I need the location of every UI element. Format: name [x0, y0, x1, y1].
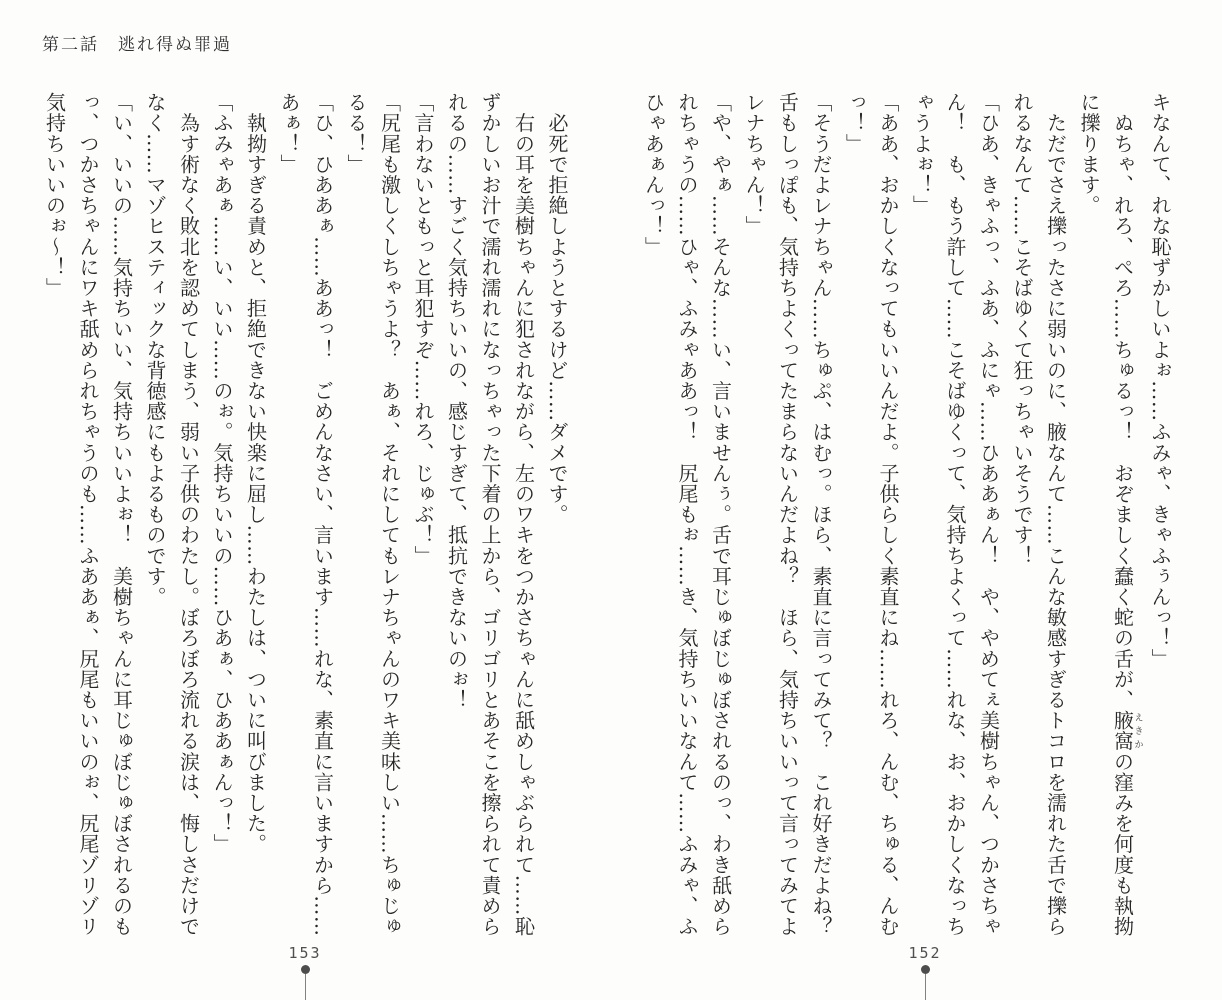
paragraph: 「尻尾も激しくしちゃうよ？ あぁ、それにしてもレナちゃんのワキ美味しい……ちゅじゅるる！」: [344, 92, 402, 937]
paragraph: 必死で拒絶しようとするけど……ダメです。: [545, 92, 569, 525]
paragraph: 右の耳を美樹ちゃんに犯されながら、左のワキをつかさちゃんに舐めしゃぶられて……恥ずかしいお汁で濡れ濡れになっちゃった下着の上から、ゴリゴリとあそこを擦られて責められるの……すごく気持ちいいの、感じすぎて、抵抗できないのぉ！: [444, 92, 536, 937]
paragraph: ただでさえ擽ったさに弱いのに、腋なんて……こんな敏感すぎるトコロを濡れた舌で擽られるなんて……こそばゆくて狂っちゃいそうです！: [1010, 92, 1068, 937]
paragraph-text: ぬちゃ、れろ、ぺろ……ちゅるっ！ おぞましく蠢く蛇の舌が、: [1110, 92, 1135, 710]
page-marker-right: [885, 944, 965, 1000]
page-marker-left: [265, 944, 345, 1000]
chapter-running-head: 第二話 逃れ得ぬ罪過: [42, 35, 232, 55]
page-marker-dot: [921, 965, 930, 974]
page-number: 153: [288, 944, 322, 962]
paragraph: 「い、いいの……気持ちいい、気持ちいいよぉ！ 美樹ちゃんに耳じゅぼじゅぼされるのもっ、つかさちゃんにワキ舐められちゃうのも……ふああぁ、尻尾もいいのぉ、尻尾ゾリゾリ気持ちいいのぉ～！」: [42, 92, 134, 937]
paragraph: 「ふみゃあぁ……い、いい……のぉ。気持ちいいの……ひあぁ、ひああぁんっ！」: [210, 92, 234, 855]
ruby-reading: えきか: [1132, 710, 1143, 752]
paragraph: 執拗すぎる責めと、拒絶できない快楽に屈し……わたしは、ついに叫びました。: [243, 92, 268, 855]
paragraph: 「や、やぁ……そんな……い、言いませんぅ。舌で耳じゅぼじゅぼされるのっ、わき舐められちゃうの……ひゃ、ふみゃああっ！ 尻尾もぉ……き、気持ちいいなんて……ふみゃ、ふひゃあぁんっ！」: [641, 92, 733, 937]
paragraph: 「ひ、ひああぁ……ああっ！ ごめんなさい、言います……れな、素直に言いますから……あぁ！」: [277, 92, 335, 937]
paragraph: キなんて、れな恥ずかしいよぉ……ふみゃ、きゃふぅんっ！」: [1148, 92, 1172, 669]
paragraph-text: の窪みを何度も執拗に擽ります。: [1077, 92, 1135, 937]
page-marker-line: [305, 974, 306, 1000]
paragraph: 「そうだよレナちゃん……ちゅぷ、はむっ。ほら、素直に言ってみて？ これ好きだよね？ 舌もしっぽも、気持ちよくってたまらないんだよね？ ほら、気持ちいいって言ってみてよレナちゃん！」: [742, 92, 833, 958]
page-marker-line: [925, 974, 926, 1000]
page-number: 152: [908, 944, 942, 962]
book-page-153: [33, 92, 573, 950]
page-marker-dot: [301, 965, 310, 974]
ruby-annotation: [1110, 710, 1143, 752]
paragraph: 「言わないともっと耳犯すぞ……れろ、じゅぶ！」: [411, 92, 435, 566]
ruby-base: 腋窩: [1110, 710, 1135, 752]
paragraph: 「ああ、おかしくなってもいいんだよ。子供らしく素直にね……れろ、んむ、ちゅる、んむっ！」: [842, 92, 900, 937]
paragraph: 「ひあ、きゃふっ、ふあ、ふにゃ……ひああぁん！ や、やめてぇ美樹ちゃん、つかさちゃん！ も、もう許して……こそばゆくって、気持ちよくって……れな、お、おかしくなっちゃうよぉ！」: [909, 92, 1001, 937]
paragraph: [1072, 92, 1143, 950]
paragraph: 為す術なく敗北を認めてしまう、弱い子供のわたし。ぼろぼろ流れる涙は、悔しさだけでなく……マゾヒスティックな背徳感にもよるものです。: [143, 92, 201, 937]
